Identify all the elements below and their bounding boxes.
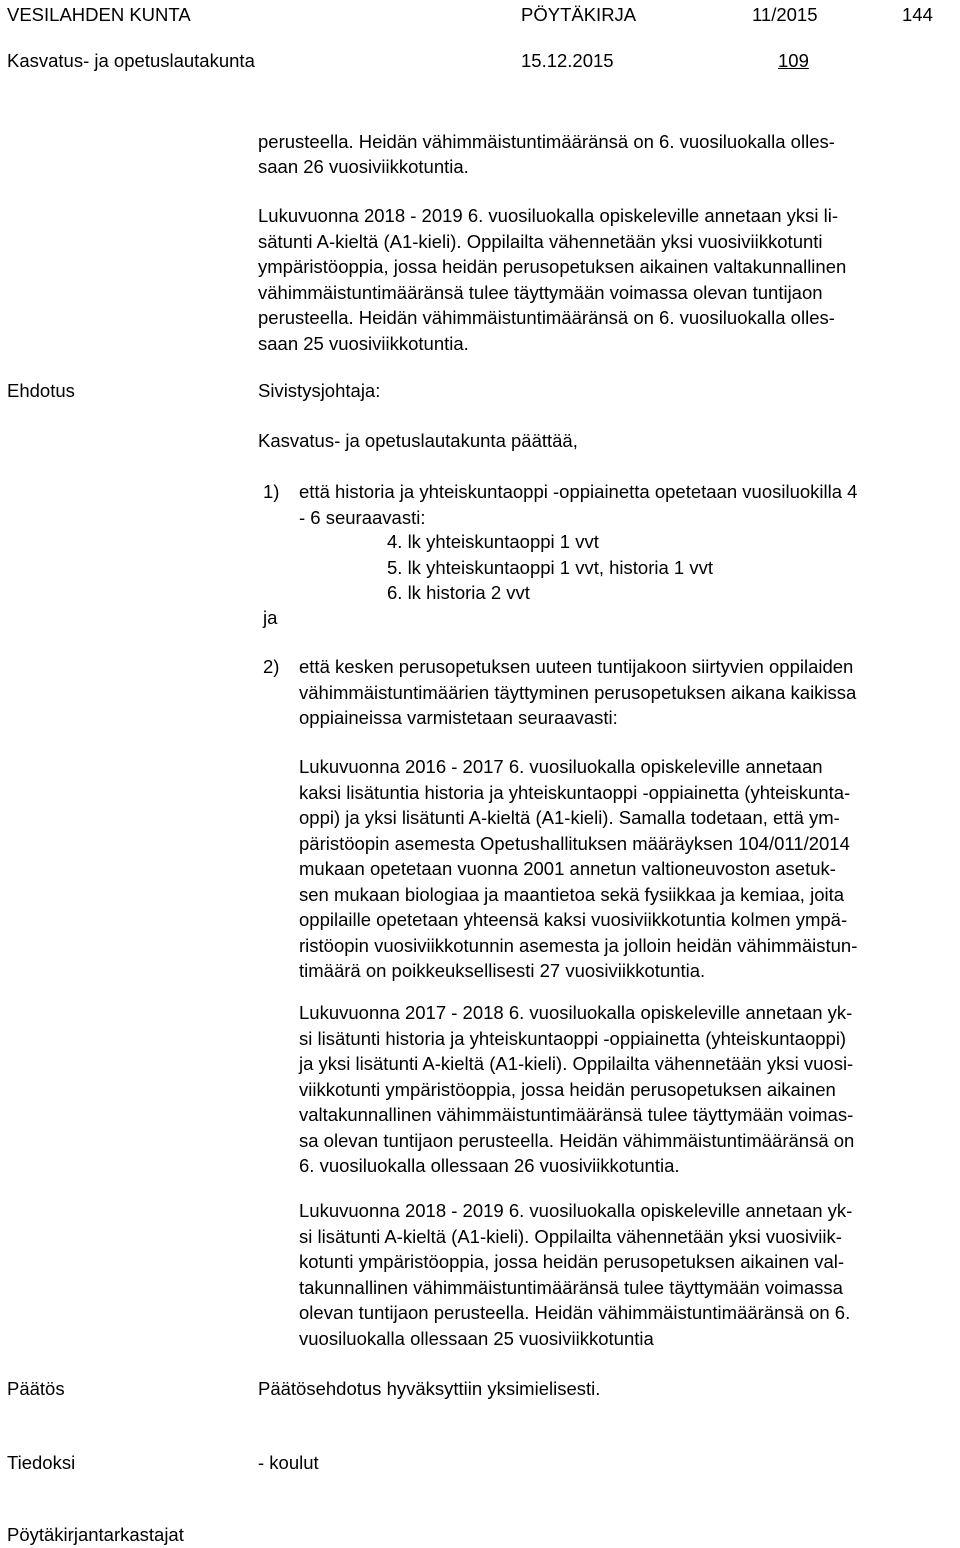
document-number: 11/2015	[752, 4, 818, 25]
year-2016-line: päristöopin asemesta Opetushallituksen määräyksen 104/011/2014	[299, 832, 850, 854]
distribution-label: Tiedoksi	[7, 1452, 76, 1473]
year-2018-line: olevan tuntijaon perusteella. Heidän vähimmäistuntimääränsä on 6.	[299, 1302, 851, 1323]
item2-line: vähimmäistuntimäärien täyttyminen perusopetuksen aikana kaikissa	[299, 681, 857, 703]
intro-line: sätunti A-kieltä (A1-kieli). Oppilailta vähennetään yksi vuosiviikkotunti	[258, 231, 823, 252]
municipality-name: VESILAHDEN KUNTA	[7, 4, 191, 25]
intro-line: Lukuvuonna 2018 - 2019 6. vuosiluokalla opiskeleville annetaan yksi li-	[258, 205, 839, 226]
year-2016-line: sen mukaan biologiaa ja maantietoa sekä fysiikkaa ja kemiaa, joita	[299, 883, 845, 905]
year-2017-line: sa olevan tuntijaon perusteella. Heidän vähimmäistuntimääränsä on	[299, 1129, 855, 1151]
inspectors-label: Pöytäkirjantarkastajat	[7, 1524, 184, 1545]
year-2016-line: Lukuvuonna 2016 - 2017 6. vuosiluokalla opiskeleville annetaan	[299, 756, 823, 777]
year-2016-line: mukaan opetetaan vuonna 2001 annetun valtioneuvoston asetuk-	[299, 858, 836, 879]
decision-text: Päätösehdotus hyväksyttiin yksimielisesti.	[258, 1378, 601, 1399]
grade-line: 5. lk yhteiskuntaoppi 1 vvt, historia 1 vvt	[387, 556, 713, 578]
decision-label: Päätös	[7, 1378, 65, 1399]
intro-line: saan 26 vuosiviikkotuntia.	[258, 156, 469, 177]
page-number: 144	[902, 4, 933, 25]
item1-line: - 6 seuraavasti:	[299, 506, 426, 528]
year-2016-line: timäärä on poikkeuksellisesti 27 vuosiviikkotuntia.	[299, 960, 706, 981]
year-2016-line: oppilaille opetetaan yhteensä kaksi vuosiviikkotuntia kolmen ympä-	[299, 909, 848, 930]
year-2018-line: Lukuvuonna 2018 - 2019 6. vuosiluokalla opiskeleville annetaan yk-	[299, 1200, 853, 1221]
year-2017-line: 6. vuosiluokalla ollessaan 26 vuosiviikkotuntia.	[299, 1155, 680, 1176]
year-2018-line: kotunti ympäristöoppia, jossa heidän perusopetuksen aikainen val-	[299, 1251, 845, 1272]
document-type: PÖYTÄKIRJA	[521, 4, 637, 25]
grade-line: 4. lk yhteiskuntaoppi 1 vvt	[387, 531, 599, 552]
section-number: 109	[778, 50, 809, 71]
year-2017-line: Lukuvuonna 2017 - 2018 6. vuosiluokalla opiskeleville annetaan yk-	[299, 1002, 853, 1023]
proposal-label: Ehdotus	[7, 380, 75, 401]
item1-number: 1)	[263, 481, 280, 502]
committee-name: Kasvatus- ja opetuslautakunta	[7, 50, 255, 71]
intro-line: perusteella. Heidän vähimmäistuntimääränsä on 6. vuosiluokalla olles-	[258, 307, 835, 328]
year-2017-line: viikkotunti ympäristöoppia, jossa heidän perusopetuksen aikainen	[299, 1078, 836, 1100]
proposer: Sivistysjohtaja:	[258, 380, 381, 401]
item1-line: että historia ja yhteiskuntaoppi -oppiainetta opetetaan vuosiluokilla 4	[299, 481, 858, 502]
connector-ja: ja	[263, 607, 278, 628]
item2-line: että kesken perusopetuksen uuteen tuntijakoon siirtyvien oppilaiden	[299, 656, 854, 677]
year-2017-line: ja yksi lisätunti A-kieltä (A1-kieli). Oppilailta vähennetään yksi vuosi-	[299, 1053, 854, 1074]
year-2016-line: ristöopin vuosiviikkotunnin asemesta ja jolloin heidän vähimmäistun-	[299, 934, 858, 956]
grade-line: 6. lk historia 2 vvt	[387, 582, 530, 603]
year-2016-line: kaksi lisätuntia historia ja yhteiskuntaoppi -oppiainetta (yhteiskunta-	[299, 781, 851, 803]
intro-line: perusteella. Heidän vähimmäistuntimääränsä on 6. vuosiluokalla olles-	[258, 131, 835, 152]
meeting-date: 15.12.2015	[521, 50, 614, 71]
intro-line: vähimmäistuntimääränsä tulee täyttymään voimassa olevan tuntijaon	[258, 282, 823, 303]
item2-line: oppiaineissa varmistetaan seuraavasti:	[299, 707, 618, 728]
year-2018-line: vuosiluokalla ollessaan 25 vuosiviikkotuntia	[299, 1327, 654, 1349]
item2-number: 2)	[263, 656, 280, 677]
year-2016-line: oppi) ja yksi lisätunti A-kieltä (A1-kieli). Samalla todetaan, että ym-	[299, 807, 840, 828]
year-2017-line: valtakunnallinen vähimmäistuntimääränsä tulee täyttymään voimas-	[299, 1104, 854, 1125]
year-2018-line: takunnallinen vähimmäistuntimääränsä tulee täyttymään voimassa	[299, 1276, 843, 1298]
intro-line: saan 25 vuosiviikkotuntia.	[258, 333, 469, 354]
year-2018-line: si lisätunti A-kieltä (A1-kieli). Oppilailta vähennetään yksi vuosiviik-	[299, 1225, 842, 1247]
intro-line: ympäristöoppia, jossa heidän perusopetuksen aikainen valtakunnallinen	[258, 256, 847, 277]
distribution-text: - koulut	[258, 1452, 319, 1473]
decision-intro: Kasvatus- ja opetuslautakunta päättää,	[258, 430, 578, 451]
year-2017-line: si lisätunti historia ja yhteiskuntaoppi -oppiainetta (yhteiskuntaoppi)	[299, 1027, 847, 1049]
